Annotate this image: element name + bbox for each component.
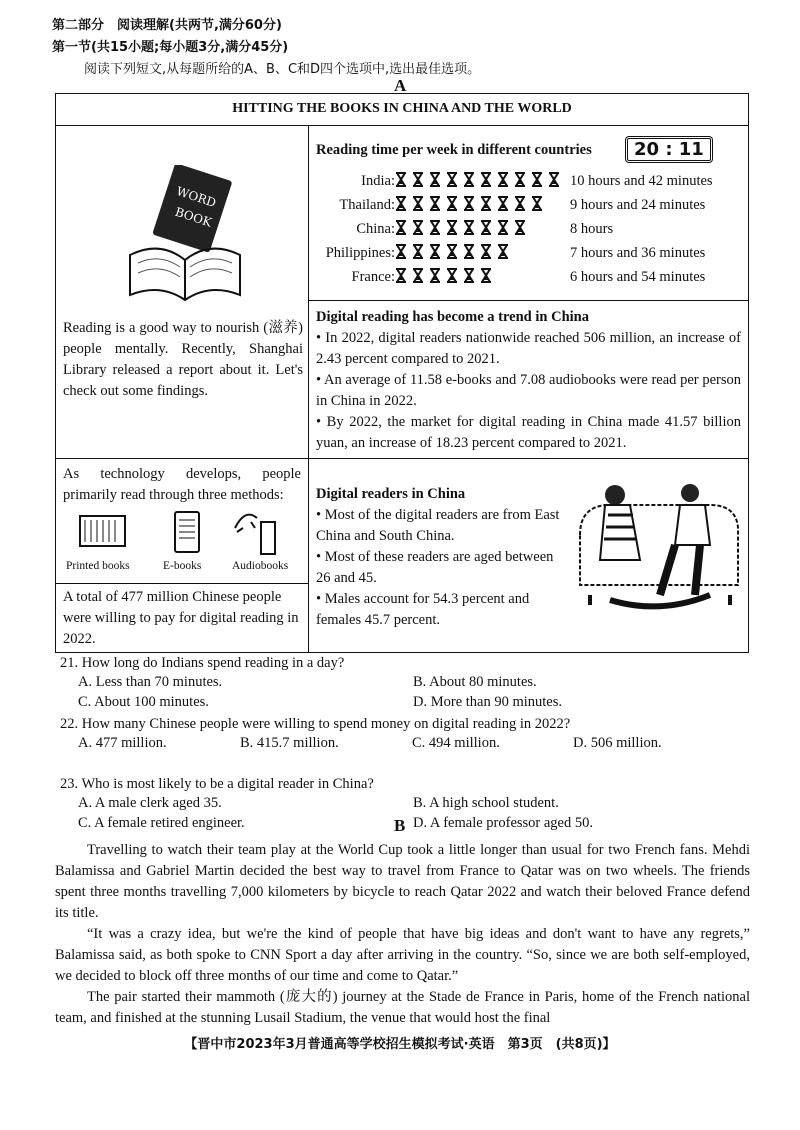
hourglass-icon bbox=[480, 244, 492, 259]
hourglass-icon bbox=[531, 172, 543, 187]
hourglass-icon bbox=[531, 196, 543, 211]
section-heading: 第一节(共15小题;每小题3分,满分45分) bbox=[52, 40, 289, 55]
reading-time-row bbox=[300, 169, 713, 193]
hourglass-icon bbox=[412, 172, 424, 187]
country-label: France: bbox=[351, 268, 395, 285]
audiobook-icon bbox=[235, 515, 275, 554]
reading-time-value: 6 hours and 54 minutes bbox=[570, 268, 706, 285]
reading-time-row bbox=[300, 265, 713, 289]
answer-option[interactable]: C. A female retired engineer. bbox=[78, 815, 245, 831]
reading-time-value: 7 hours and 36 minutes bbox=[570, 244, 706, 261]
hourglass-icon bbox=[463, 196, 475, 211]
answer-option[interactable]: D. More than 90 minutes. bbox=[413, 694, 563, 710]
passage-b-label: B bbox=[394, 816, 406, 835]
hourglass-icon bbox=[514, 172, 526, 187]
hourglass-icon bbox=[497, 196, 509, 211]
hourglass-icon bbox=[480, 268, 492, 283]
country-label: China: bbox=[356, 220, 395, 237]
reading-time-heading: Reading time per week in different countries bbox=[316, 142, 592, 158]
reading-time-value: 9 hours and 24 minutes bbox=[570, 196, 706, 213]
reading-time-value: 8 hours bbox=[570, 220, 614, 237]
methods-text: As technology develops, people primarily read through three methods: bbox=[63, 466, 301, 503]
hourglass-icon bbox=[463, 268, 475, 283]
hourglass-icon bbox=[429, 196, 441, 211]
paragraph: “It was a crazy idea, but we're the kind of people that have big ideas and don't want to have any regrets,” Balamissa said, as both spoke to CNN Sport a day after arriving in the country. “So, since we are both self-employed, we decided to block off three months of our time and come to Qatar.” bbox=[55, 926, 750, 984]
trend-bullet: • In 2022, digital readers nationwide reached 506 million, an increase of 2.43 percent compared to 2021. bbox=[316, 330, 741, 367]
hourglass-icon bbox=[497, 172, 509, 187]
open-book-illustration bbox=[120, 165, 250, 305]
hourglass-icon bbox=[412, 244, 424, 259]
printed-books-icon bbox=[80, 516, 125, 546]
hourglass-icon bbox=[480, 220, 492, 235]
digital-trend-heading: Digital reading has become a trend in China bbox=[316, 309, 589, 325]
divider bbox=[55, 583, 308, 584]
hourglass-icon bbox=[497, 244, 509, 259]
hourglass-icons bbox=[395, 268, 570, 286]
hourglass-icon bbox=[429, 172, 441, 187]
answer-option[interactable]: B. 415.7 million. bbox=[240, 735, 339, 751]
hourglass-icon bbox=[395, 220, 407, 235]
svg-text:WORD: WORD bbox=[174, 184, 218, 211]
hourglass-icon bbox=[446, 172, 458, 187]
part-heading: 第二部分 阅读理解(共两节,满分60分) bbox=[52, 18, 282, 33]
reading-time-rows bbox=[300, 169, 713, 289]
svg-text:BOOK: BOOK bbox=[173, 204, 214, 230]
reading-time-value: 10 hours and 42 minutes bbox=[570, 172, 713, 189]
reading-methods-icons bbox=[75, 508, 295, 558]
hourglass-icon bbox=[429, 268, 441, 283]
hourglass-icons bbox=[395, 196, 570, 214]
hourglass-icon bbox=[412, 220, 424, 235]
paragraph: The pair started their mammoth (庞大的) journey at the Stade de France in Paris, home of the French national team, and finished at the stunning Lusail Stadium, the venue that would host the final bbox=[55, 989, 750, 1026]
hourglass-icon bbox=[412, 196, 424, 211]
answer-option[interactable]: A. 477 million. bbox=[78, 735, 167, 751]
reading-time-row bbox=[300, 193, 713, 217]
total-text: A total of 477 million Chinese people were willing to pay for digital reading in 2022. bbox=[63, 589, 299, 647]
hourglass-icon bbox=[429, 244, 441, 259]
question-stem: 21. How long do Indians spend reading in a day? bbox=[60, 655, 345, 671]
answer-option[interactable]: A. Less than 70 minutes. bbox=[78, 674, 223, 690]
hourglass-icon bbox=[463, 244, 475, 259]
answer-option[interactable]: C. 494 million. bbox=[412, 735, 500, 751]
trend-bullet: • An average of 11.58 e-books and 7.08 audiobooks were read per person in China in 2022. bbox=[316, 372, 741, 409]
readers-on-sofa-illustration bbox=[570, 475, 745, 615]
hourglass-icon bbox=[395, 268, 407, 283]
hourglass-icon bbox=[446, 244, 458, 259]
hourglass-icon bbox=[446, 196, 458, 211]
audiobooks-label: Audiobooks bbox=[232, 560, 289, 572]
country-label: Thailand: bbox=[339, 196, 395, 213]
divider bbox=[55, 125, 749, 126]
intro-text: Reading is a good way to nourish (滋养) people mentally. Recently, Shanghai Library released a report about it. Let's check out some findings. bbox=[63, 320, 303, 399]
printed-books-label: Printed books bbox=[66, 560, 130, 572]
reading-time-row bbox=[300, 217, 713, 241]
hourglass-icons bbox=[395, 172, 570, 190]
trend-bullet: • By 2022, the market for digital reading in China made 41.57 billion yuan, an increase of 18.23 percent compared to 2021. bbox=[316, 414, 741, 451]
answer-option[interactable]: B. A high school student. bbox=[413, 795, 559, 811]
digital-trend-section bbox=[316, 307, 741, 454]
page-footer: 【晋中市2023年3月普通高等学校招生模拟考试·英语 第3页 (共8页)】 bbox=[184, 1037, 616, 1052]
hourglass-icon bbox=[429, 220, 441, 235]
hourglass-icon bbox=[463, 220, 475, 235]
infographic-title: HITTING THE BOOKS IN CHINA AND THE WORLD bbox=[232, 101, 572, 116]
instruction: 阅读下列短文,从每题所给的A、B、C和D四个选项中,选出最佳选项。 bbox=[84, 62, 481, 77]
hourglass-icon bbox=[480, 196, 492, 211]
question-stem: 23. Who is most likely to be a digital reader in China? bbox=[60, 776, 374, 792]
passage-b bbox=[55, 840, 750, 1029]
hourglass-icon bbox=[497, 220, 509, 235]
hourglass-icon bbox=[463, 172, 475, 187]
hourglass-icon bbox=[412, 268, 424, 283]
hourglass-icons bbox=[395, 220, 570, 238]
e-book-icon bbox=[175, 512, 199, 552]
passage-a-label: A bbox=[394, 76, 407, 95]
clock-badge: 20 : 11 bbox=[625, 136, 713, 163]
answer-option[interactable]: C. About 100 minutes. bbox=[78, 694, 209, 710]
e-books-label: E-books bbox=[163, 560, 202, 572]
answer-option[interactable]: A. A male clerk aged 35. bbox=[78, 795, 222, 811]
digital-readers-heading: Digital readers in China bbox=[316, 486, 466, 502]
country-label: Philippines: bbox=[325, 244, 395, 261]
reading-time-row bbox=[300, 241, 713, 265]
hourglass-icon bbox=[446, 268, 458, 283]
hourglass-icon bbox=[395, 172, 407, 187]
hourglass-icons bbox=[395, 244, 570, 262]
divider bbox=[55, 458, 749, 459]
hourglass-icon bbox=[480, 172, 492, 187]
hourglass-icon bbox=[446, 220, 458, 235]
answer-option[interactable]: D. A female professor aged 50. bbox=[413, 815, 593, 831]
question-stem: 22. How many Chinese people were willing to spend money on digital reading in 2022? bbox=[60, 716, 571, 732]
divider bbox=[308, 300, 749, 301]
answer-option[interactable]: B. About 80 minutes. bbox=[413, 674, 537, 690]
readers-bullet: • Most of the digital readers are from East China and South China. bbox=[316, 507, 560, 544]
hourglass-icon bbox=[514, 220, 526, 235]
answer-option[interactable]: D. 506 million. bbox=[573, 735, 662, 751]
readers-bullet: • Most of these readers are aged between 26 and 45. bbox=[316, 549, 554, 586]
hourglass-icon bbox=[395, 244, 407, 259]
country-label: India: bbox=[361, 172, 395, 189]
hourglass-icon bbox=[548, 172, 560, 187]
hourglass-icon bbox=[395, 196, 407, 211]
paragraph: Travelling to watch their team play at the World Cup took a little longer than usual for two French fans. Mehdi Balamissa and Gabriel Martin decided the best way to travel from France to Qatar was on two wheels. The friends spent three months travelling 7,000 kilometers by bicycle to reach Qatar 2022 and watch their beloved France defend its title. bbox=[55, 842, 750, 921]
readers-bullet: • Males account for 54.3 percent and females 45.7 percent. bbox=[316, 591, 530, 628]
digital-readers-section bbox=[316, 484, 566, 631]
hourglass-icon bbox=[514, 196, 526, 211]
